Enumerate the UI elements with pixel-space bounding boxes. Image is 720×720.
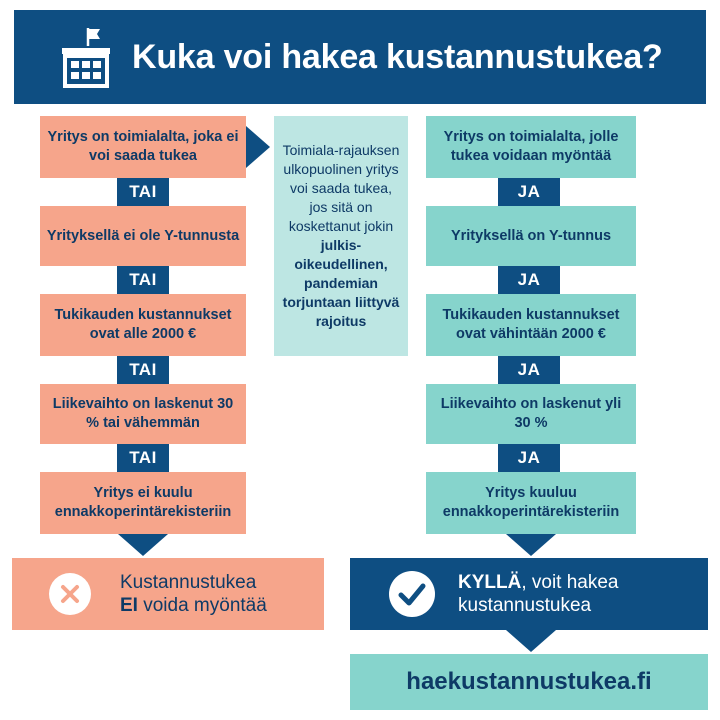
- header-banner: [14, 10, 706, 104]
- right-arrow-down-icon: [506, 534, 556, 556]
- left-connector-tai: TAI: [117, 356, 169, 384]
- exception-note-text: Toimiala-rajauksen ulkopuolinen yritys voi saada tukea, jos sitä on koskettanut jokin: [282, 142, 400, 234]
- exception-note: [274, 116, 408, 356]
- result-eligible-text: [458, 571, 619, 617]
- right-connector-ja: JA: [498, 356, 560, 384]
- right-box-turnover: Liikevaihto on laskenut yli 30 %: [426, 384, 636, 444]
- right-box-prepayment-register: Yritys kuuluu ennakkoperintärekisteriin: [426, 472, 636, 534]
- right-connector-ja: JA: [498, 444, 560, 472]
- result-yes-line2: kustannustukea: [458, 595, 592, 616]
- result-yes-bold: KYLLÄ: [458, 572, 522, 593]
- website-link[interactable]: haekustannustukea.fi: [350, 654, 708, 710]
- left-box-industry: Yritys on toimialalta, joka ei voi saada tukea: [40, 116, 246, 178]
- result-no-line1: Kustannustukea: [120, 572, 257, 593]
- building-icon: [58, 26, 114, 90]
- left-box-turnover: Liikevaihto on laskenut 30 % tai vähemmän: [40, 384, 246, 444]
- left-box-business-id: Yrityksellä ei ole Y-tunnusta: [40, 206, 246, 266]
- exception-note-bold: julkis-oikeudellinen, pandemian torjuntaan liittyvä rajoitus: [282, 237, 400, 329]
- middle-arrow-right-icon: [246, 126, 270, 168]
- left-box-prepayment-register: Yritys ei kuulu ennakkoperintärekisteriin: [40, 472, 246, 534]
- left-connector-tai: TAI: [117, 178, 169, 206]
- left-box-costs: Tukikauden kustannukset ovat alle 2000 €: [40, 294, 246, 356]
- right-box-costs: Tukikauden kustannukset ovat vähintään 2000 €: [426, 294, 636, 356]
- result-no-rest: voida myöntää: [137, 595, 267, 616]
- right-box-business-id: Yrityksellä on Y-tunnus: [426, 206, 636, 266]
- result-eligible: [350, 558, 708, 630]
- left-connector-tai: TAI: [117, 444, 169, 472]
- check-circle-icon: [388, 570, 436, 618]
- result-no-line2: [120, 594, 267, 617]
- right-connector-ja: JA: [498, 178, 560, 206]
- left-arrow-down-icon: [118, 534, 168, 556]
- page-title: Kuka voi hakea kustannustukea?: [132, 38, 663, 76]
- result-no-bold: EI: [120, 595, 138, 616]
- right-connector-ja: JA: [498, 266, 560, 294]
- result-arrow-down-icon: [506, 630, 556, 652]
- x-circle-icon: [48, 572, 92, 616]
- left-connector-tai: TAI: [117, 266, 169, 294]
- result-not-eligible-text: [120, 571, 267, 617]
- result-yes-line1: [458, 571, 619, 594]
- result-yes-rest: , voit hakea: [521, 572, 619, 593]
- result-not-eligible: [12, 558, 324, 630]
- right-box-industry: Yritys on toimialalta, jolle tukea voidaan myöntää: [426, 116, 636, 178]
